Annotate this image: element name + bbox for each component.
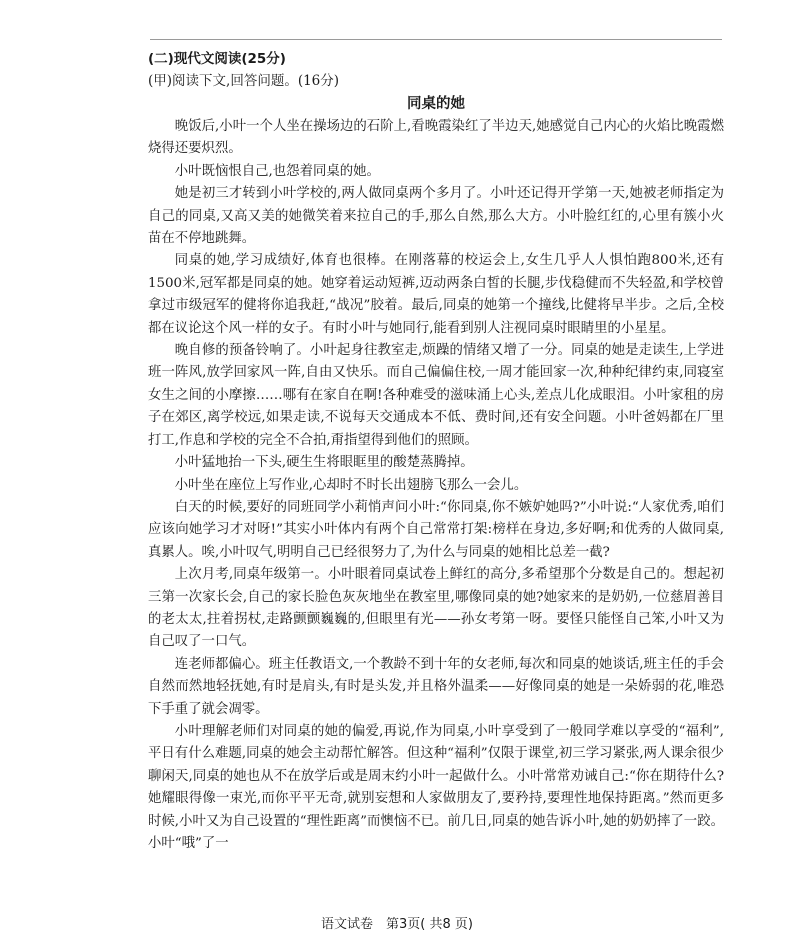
reading-section — [148, 48, 724, 855]
article-title: 同桌的她 — [407, 96, 465, 112]
section-title: (二)现代文阅读(25分) — [148, 51, 286, 67]
question-instruction: (甲)阅读下文,回答问题。(16分) — [148, 73, 340, 89]
paragraph-6: 小叶猛地抬一下头,硬生生将眼眶里的酸楚蒸腾掉。 — [174, 455, 474, 471]
paragraph-11: 小叶理解老师们对同桌的她的偏爱,再说,作为同桌,小叶享受到了一般同学难以享受的“福利”,平日有什么难题,同桌的她会主动帮忙解答。但这种“福利”仅限于课堂,初三学习紧张,两人课余很少聊闲天,同桌的她也从不在放学后或是周末约小叶一起做什么。小叶常常劝诫自己:“你在期待什么?她耀眼得像一束光,而你平平无奇,就别妄想和人家做朋友了,要矜持,要理性地保持距离。”然而更多时候,小叶又为自己设置的“理性距离”而懊恼不已。前几日,同桌的她告诉小叶,她的奶奶摔了一跤。小叶“哦”了一 — [148, 723, 724, 851]
paragraph-1: 晚饭后,小叶一个人坐在操场边的石阶上,看晚霞染红了半边天,她感觉自己内心的火焰比晚霞燃烧得还要炽烈。 — [148, 119, 724, 157]
paragraph-7: 小叶坐在座位上写作业,心却时不时长出翅膀飞那么一会儿。 — [174, 477, 528, 493]
paragraph-8: 白天的时候,要好的同班同学小莉悄声问小叶:“你同桌,你不嫉妒她吗?”小叶说:“人家优秀,咱们应该向她学习才对呀!”其实小叶体内有两个自己常常打架:榜样在身边,多好啊;和优秀的人做同桌,真累人。唉,小叶叹气,明明自己已经很努力了,为什么与同桌的她相比总差一截? — [148, 499, 724, 560]
paragraph-4: 同桌的她,学习成绩好,体育也很棒。在刚落幕的校运会上,女生几乎人人惧怕跑800米,还有1500米,冠军都是同桌的她。她穿着运动短裤,迈动两条白皙的长腿,步伐稳健而不失轻盈,和学校曾拿过市级冠军的健将你追我赶,“战况”胶着。最后,同桌的她第一个撞线,比健将早半步。之后,全校都在议论这个风一样的女子。有时小叶与她同行,能看到别人注视同桌时眼睛里的小星星。 — [148, 253, 724, 336]
paragraph-10: 连老师都偏心。班主任教语文,一个教龄不到十年的女老师,每次和同桌的她谈话,班主任的手会自然而然地轻抚她,有时是肩头,有时是头发,并且格外温柔——好像同桌的她是一朵娇弱的花,唯恐下手重了就会凋零。 — [148, 656, 724, 717]
paragraph-3: 她是初三才转到小叶学校的,两人做同桌两个多月了。小叶还记得开学第一天,她被老师指定为自己的同桌,又高又美的她微笑着来拉自己的手,那么自然,那么大方。小叶脸红红的,心里有簇小火苗在不停地跳舞。 — [148, 186, 724, 247]
paragraph-5: 晚自修的预备铃响了。小叶起身往教室走,烦躁的情绪又增了一分。同桌的她是走读生,上学进班一阵风,放学回家风一阵,自由又快乐。而自己偏偏住校,一周才能回家一次,种种纪律约束,同寝室女生之间的小摩擦……哪有在家自在啊!各种难受的滋味涌上心头,差点儿化成眼泪。小叶家租的房子在郊区,离学校远,如果走读,不说每天交通成本不低、费时间,还有安全问题。小叶爸妈都在厂里打工,作息和学校的完全不合拍,甭指望得到他们的照顾。 — [148, 343, 724, 448]
paragraph-9: 上次月考,同桌年级第一。小叶眼着同桌试卷上鲜红的高分,多希望那个分数是自己的。想起初三第一次家长会,自己的家长脸色灰灰地坐在教室里,哪像同桌的她?她家来的是奶奶,一位慈眉善目的老太太,拄着拐杖,走路颤颤巍巍的,但眼里有光——孙女考第一呀。要怪只能怪自己笨,小叶又为自己叹了一口气。 — [148, 567, 724, 650]
page-footer: 语文试卷 第3页( 共8 页) — [321, 917, 473, 932]
paragraph-2: 小叶既恼恨自己,也怨着同桌的她。 — [174, 163, 380, 179]
header-rule — [150, 39, 722, 40]
